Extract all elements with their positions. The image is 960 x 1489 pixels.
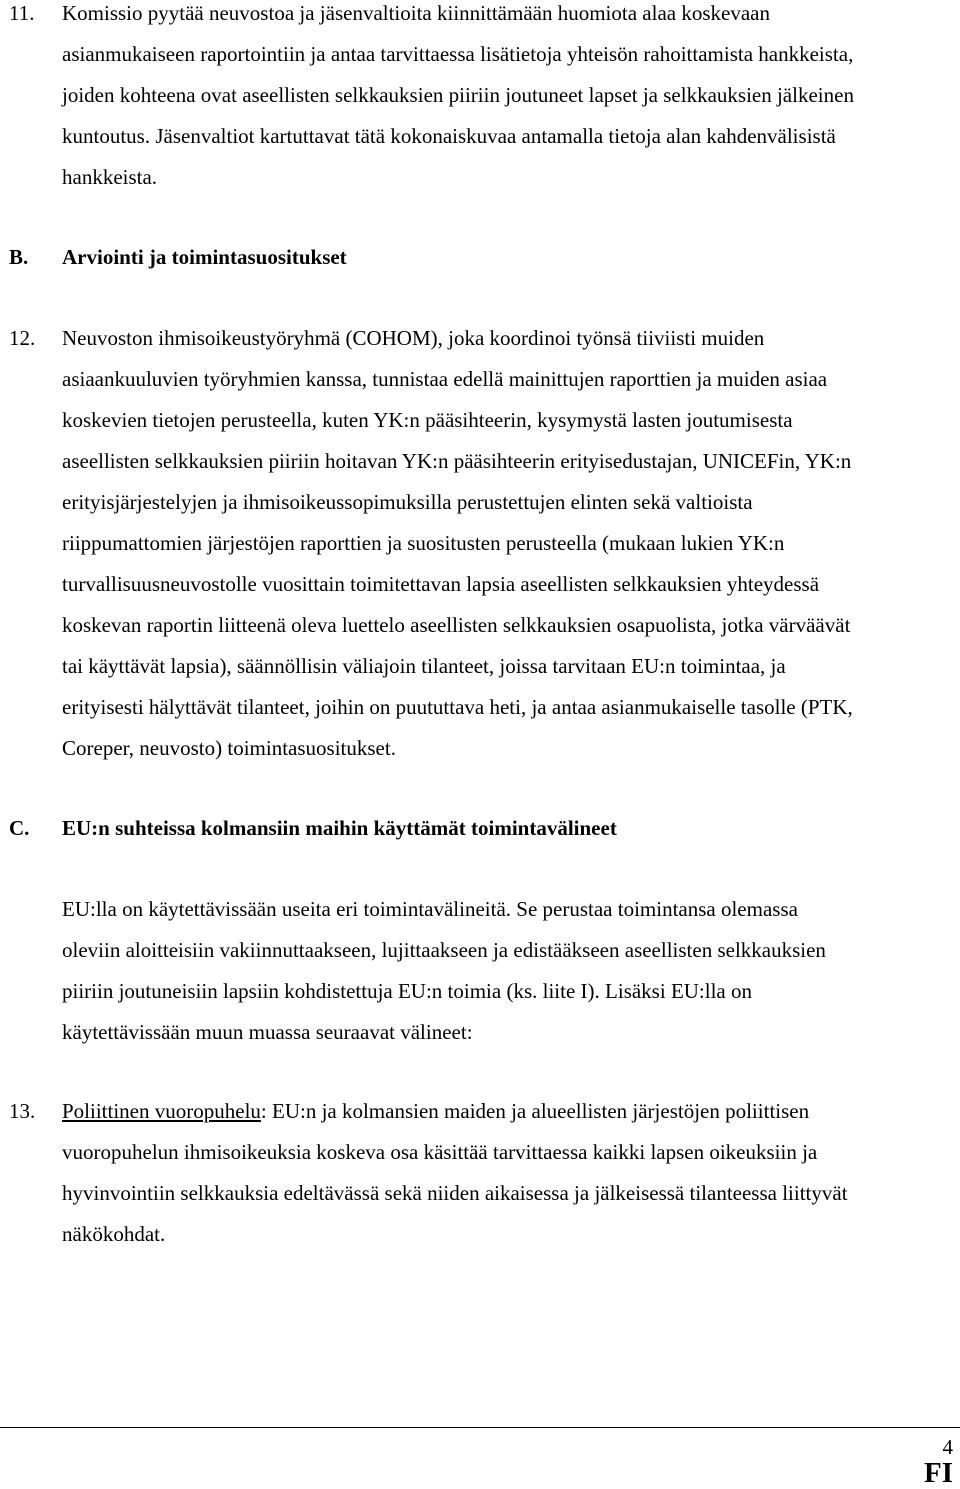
text-line: koskevien tietojen perusteella, kuten YK:n pääsihteerin, kysymystä lasten joutumisesta: [62, 408, 793, 432]
section-b-title: Arviointi ja toimintasuositukset: [62, 245, 347, 269]
paragraph-text: [62, 1091, 952, 1255]
paragraph-text: [62, 318, 952, 769]
paragraph-number: 13.: [9, 1099, 36, 1123]
language-code: FI: [924, 1457, 953, 1489]
text-line: tai käyttävät lapsia), säännöllisin väliajoin tilanteet, joissa tarvitaan EU:n toimintaa, ja: [62, 654, 786, 678]
text-line: EU:lla on käytettävissään useita eri toimintavälineitä. Se perustaa toimintansa olemassa: [62, 897, 798, 921]
text-line: asiaankuuluvien työryhmien kanssa, tunnistaa edellä mainittujen raporttien ja muiden asiaa: [62, 367, 828, 391]
text-line: kuntoutus. Jäsenvaltiot kartuttavat tätä kokonaiskuvaa antamalla tietoja alan kahdenvälisistä: [62, 124, 836, 148]
text-line: asianmukaiseen raportointiin ja antaa tarvittaessa lisätietoja yhteisön rahoittamista hankkeista,: [62, 42, 854, 66]
paragraph-number: 12.: [9, 326, 36, 350]
footer-divider: [0, 1427, 960, 1428]
text-line: Komissio pyytää neuvostoa ja jäsenvaltioita kiinnittämään huomiota alaa koskevaan: [62, 1, 770, 25]
text-line: turvallisuusneuvostolle vuosittain toimitettavan lapsia aseellisten selkkauksien yhteydessä: [62, 572, 820, 596]
text-line: erityisesti hälyttävät tilanteet, joihin on puututtava heti, ja antaa asianmukaiselle tasolle (PTK,: [62, 695, 853, 719]
page-number: 4: [942, 1435, 953, 1459]
text-line: Neuvoston ihmisoikeustyöryhmä (COHOM), joka koordinoi työnsä tiiviisti muiden: [62, 326, 765, 350]
paragraph-text: [62, 889, 952, 1053]
section-b-letter: B.: [9, 245, 29, 269]
text-line: koskevan raportin liitteenä oleva luettelo aseellisten selkkauksien osapuolista, jotka värväävät: [62, 613, 851, 637]
text-line: joiden kohteena ovat aseellisten selkkauksien piiriin joutuneet lapset ja selkkauksien jälkeinen: [62, 83, 854, 107]
text-line: käytettävissään muun muassa seuraavat välineet:: [62, 1020, 473, 1044]
text-line: hankkeista.: [62, 165, 158, 189]
text-line: aseellisten selkkauksien piiriin hoitavan YK:n pääsihteerin erityisedustajan, UNICEFin, YK:n: [62, 449, 852, 473]
term-poliittinen-vuoropuhelu: Poliittinen vuoropuhelu: [62, 1099, 261, 1123]
text-line: näkökohdat.: [62, 1222, 166, 1246]
text-line: hyvinvointiin selkkauksia edeltävässä sekä niiden aikaisessa ja jälkeisessä tilanteessa liittyvät: [62, 1181, 848, 1205]
text-line: Coreper, neuvosto) toimintasuositukset.: [62, 736, 396, 760]
paragraph-number: 11.: [9, 1, 35, 25]
text-line: oleviin aloitteisiin vakiinnuttaakseen, lujittaakseen ja edistääkseen aseellisten selkkauksien: [62, 938, 826, 962]
text-line: piiriin joutuneisiin lapsiin kohdistettuja EU:n toimia (ks. liite I). Lisäksi EU:lla on: [62, 979, 753, 1003]
section-c-title: EU:n suhteissa kolmansiin maihin käyttämät toimintavälineet: [62, 816, 617, 840]
section-c-letter: C.: [9, 816, 30, 840]
text-line: vuoropuhelun ihmisoikeuksia koskeva osa käsittää tarvittaessa kaikki lapsen oikeuksiin ja: [62, 1140, 818, 1164]
term-continuation: : EU:n ja kolmansien maiden ja alueellisten järjestöjen poliittisen: [260, 1099, 810, 1123]
text-line: riippumattomien järjestöjen raporttien ja suositusten perusteella (mukaan lukien YK:n: [62, 531, 785, 555]
text-line: erityisjärjestelyjen ja ihmisoikeussopimuksilla perustettujen elinten sekä valtioista: [62, 490, 753, 514]
paragraph-text: [62, 0, 952, 198]
text-line: [62, 1091, 952, 1132]
